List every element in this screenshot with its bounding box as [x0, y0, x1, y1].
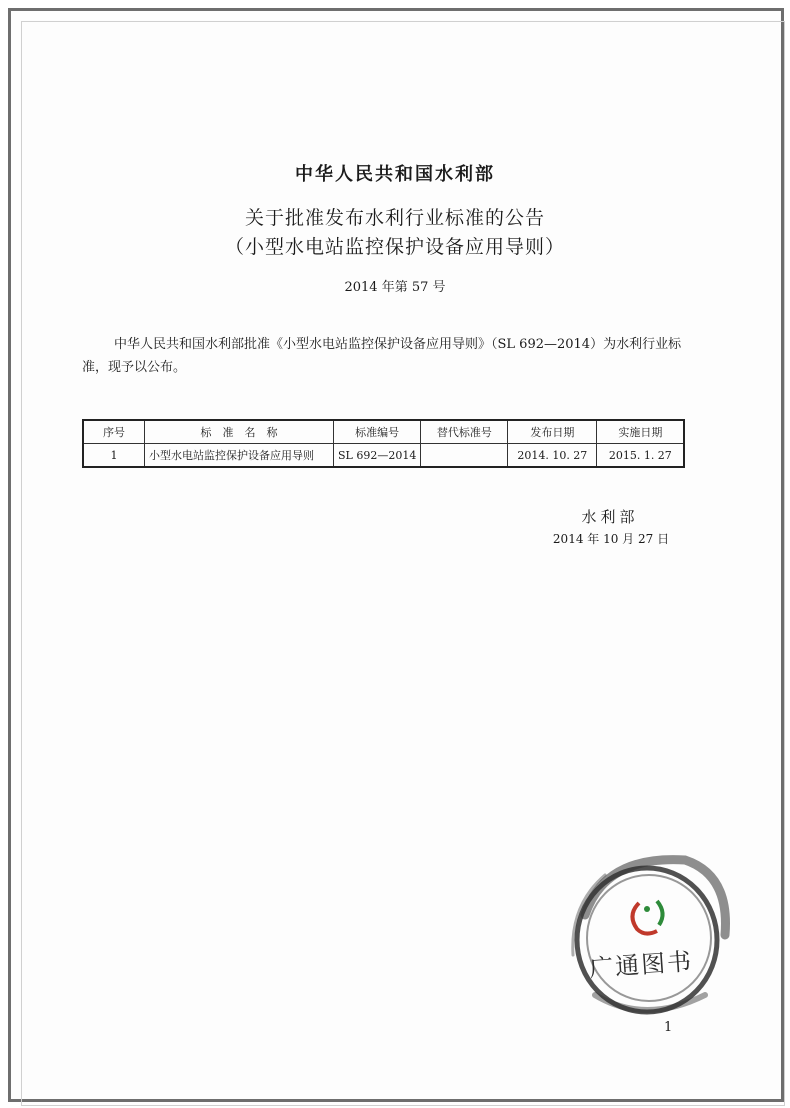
column-header-effective-date: 实施日期 [597, 420, 685, 444]
document-number: 2014 年第 57 号 [344, 280, 446, 295]
page-number: 1 [664, 1020, 673, 1035]
column-header-publish-date: 发布日期 [508, 420, 597, 444]
cell-replaced [421, 444, 508, 468]
column-header-replaced: 替代标准号 [421, 420, 508, 444]
issuer-heading: 中华人民共和国水利部 [295, 164, 495, 185]
seal-stamp [565, 845, 735, 1020]
cell-effective-date: 2015. 1. 27 [597, 444, 685, 468]
cell-publish-date: 2014. 10. 27 [508, 444, 597, 468]
announcement-body: 中华人民共和国水利部批准《小型水电站监控保护设备应用导则》（SL 692—2014）为水利行业标准，现予以公布。 [82, 337, 682, 375]
announcement-subtitle: （小型水电站监控保护设备应用导则） [224, 236, 565, 258]
signature-org: 水利部 [581, 508, 639, 526]
table-row [83, 444, 684, 468]
table-header-row [83, 420, 684, 444]
seal-emblem-icon [632, 901, 662, 934]
cell-code: SL 692—2014 [334, 444, 421, 468]
column-header-name: 标 准 名 称 [145, 420, 334, 444]
cell-name: 小型水电站监控保护设备应用导则 [145, 444, 334, 468]
announcement-title: 关于批准发布水利行业标准的公告 [244, 207, 545, 229]
standards-table [82, 419, 685, 468]
cell-index: 1 [83, 444, 145, 468]
column-header-code: 标准编号 [334, 420, 421, 444]
seal-ring-icon [573, 860, 726, 1012]
seal-text: 广通图书 [588, 947, 695, 983]
signature-date: 2014 年 10 月 27 日 [552, 532, 670, 546]
column-header-index: 序号 [83, 420, 145, 444]
